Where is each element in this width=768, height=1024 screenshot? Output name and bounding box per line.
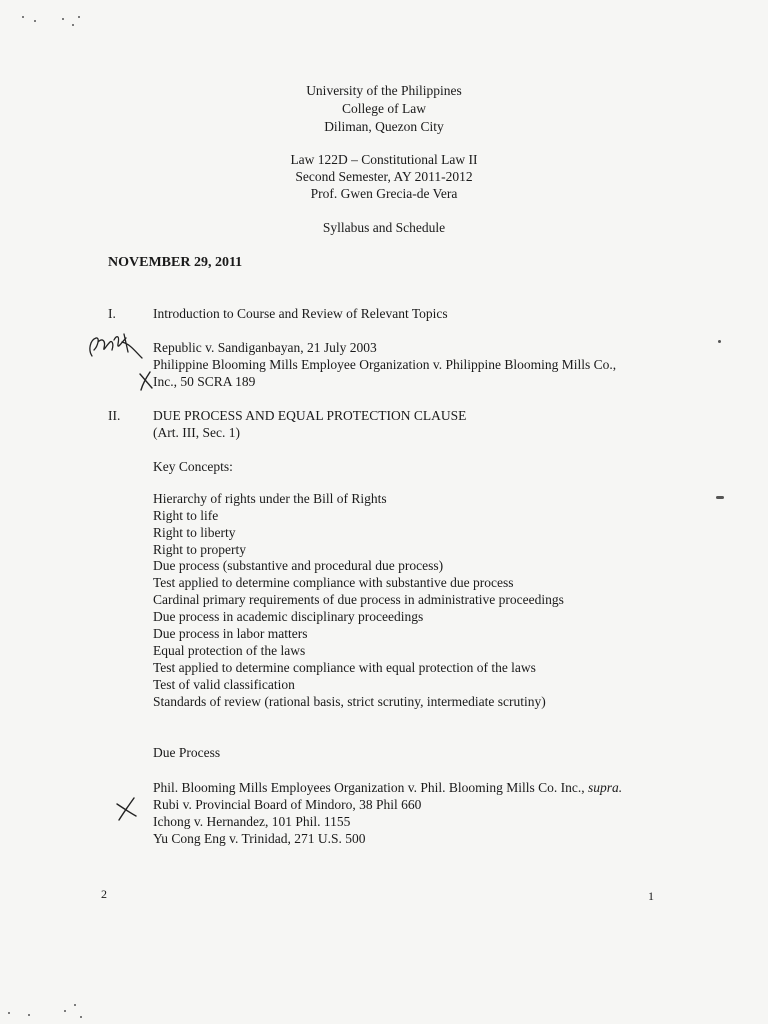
check-x-mark	[114, 796, 140, 822]
college-location: Diliman, Quezon City	[324, 119, 444, 134]
concept-item: Standards of review (rational basis, strict scrutiny, intermediate scrutiny)	[153, 694, 546, 709]
concept-item: Test applied to determine compliance with substantive due process	[153, 575, 514, 590]
date-heading: NOVEMBER 29, 2011	[108, 255, 243, 270]
course-professor: Prof. Gwen Grecia-de Vera	[310, 186, 458, 201]
college-name: College of Law	[342, 101, 426, 116]
scan-speck	[716, 496, 724, 499]
concept-item: Test of valid classification	[153, 677, 295, 692]
course-code: Law 122D – Constitutional Law II	[290, 152, 478, 167]
scan-speck	[74, 1004, 76, 1006]
concept-item: Hierarchy of rights under the Bill of Rights	[153, 491, 387, 506]
concept-item: Due process in labor matters	[153, 626, 308, 641]
section-1-case-1: Republic v. Sandiganbayan, 21 July 2003	[153, 340, 377, 355]
scan-speck	[64, 1010, 66, 1012]
page-number-left: 2	[101, 887, 107, 901]
scan-speck	[80, 1016, 82, 1018]
due-process-case-1	[153, 779, 622, 796]
concept-item: Due process (substantive and procedural due process)	[153, 558, 444, 573]
check-x-mark	[138, 370, 156, 392]
section-2-title: DUE PROCESS AND EQUAL PROTECTION CLAUSE	[153, 408, 467, 423]
scan-speck	[62, 18, 64, 20]
page-number-right: 1	[648, 889, 654, 903]
due-process-case-2: Rubi v. Provincial Board of Mindoro, 38 Phil 660	[153, 797, 422, 812]
section-1-case-2: Philippine Blooming Mills Employee Organization v. Philippine Blooming Mills Co.,	[153, 357, 617, 372]
handwritten-initials-mark	[84, 328, 144, 368]
scan-speck	[34, 20, 36, 22]
section-2-numeral: II.	[108, 408, 121, 423]
section-2-subtitle: (Art. III, Sec. 1)	[153, 425, 240, 440]
due-process-case-3: Ichong v. Hernandez, 101 Phil. 1155	[153, 814, 351, 829]
concept-item: Equal protection of the laws	[153, 643, 306, 658]
scan-speck	[78, 16, 80, 18]
university-name: University of the Philippines	[306, 83, 462, 98]
scan-speck	[72, 24, 74, 26]
scan-speck	[28, 1014, 30, 1016]
due-process-case-4: Yu Cong Eng v. Trinidad, 271 U.S. 500	[153, 831, 366, 846]
document-title: Syllabus and Schedule	[322, 220, 446, 235]
scan-speck	[718, 340, 721, 343]
concept-item: Due process in academic disciplinary proceedings	[153, 609, 424, 624]
scan-speck	[8, 1012, 10, 1014]
concept-item: Cardinal primary requirements of due process in administrative proceedings	[153, 592, 564, 607]
due-process-label: Due Process	[153, 745, 221, 760]
concept-item: Right to property	[153, 542, 246, 557]
concept-item: Right to liberty	[153, 525, 236, 540]
concept-item: Test applied to determine compliance with equal protection of the laws	[153, 660, 536, 675]
due-process-case-1-text: Phil. Blooming Mills Employees Organization v. Phil. Blooming Mills Co. Inc.,	[153, 780, 585, 795]
course-semester: Second Semester, AY 2011-2012	[295, 169, 473, 184]
section-1-title: Introduction to Course and Review of Relevant Topics	[153, 306, 448, 321]
scan-speck	[22, 16, 24, 18]
concept-item: Right to life	[153, 508, 219, 523]
section-1-case-2-cont: Inc., 50 SCRA 189	[153, 374, 256, 389]
key-concepts-label: Key Concepts:	[153, 459, 233, 474]
due-process-case-1-supra: supra.	[588, 780, 623, 795]
section-1-numeral: I.	[108, 306, 116, 321]
